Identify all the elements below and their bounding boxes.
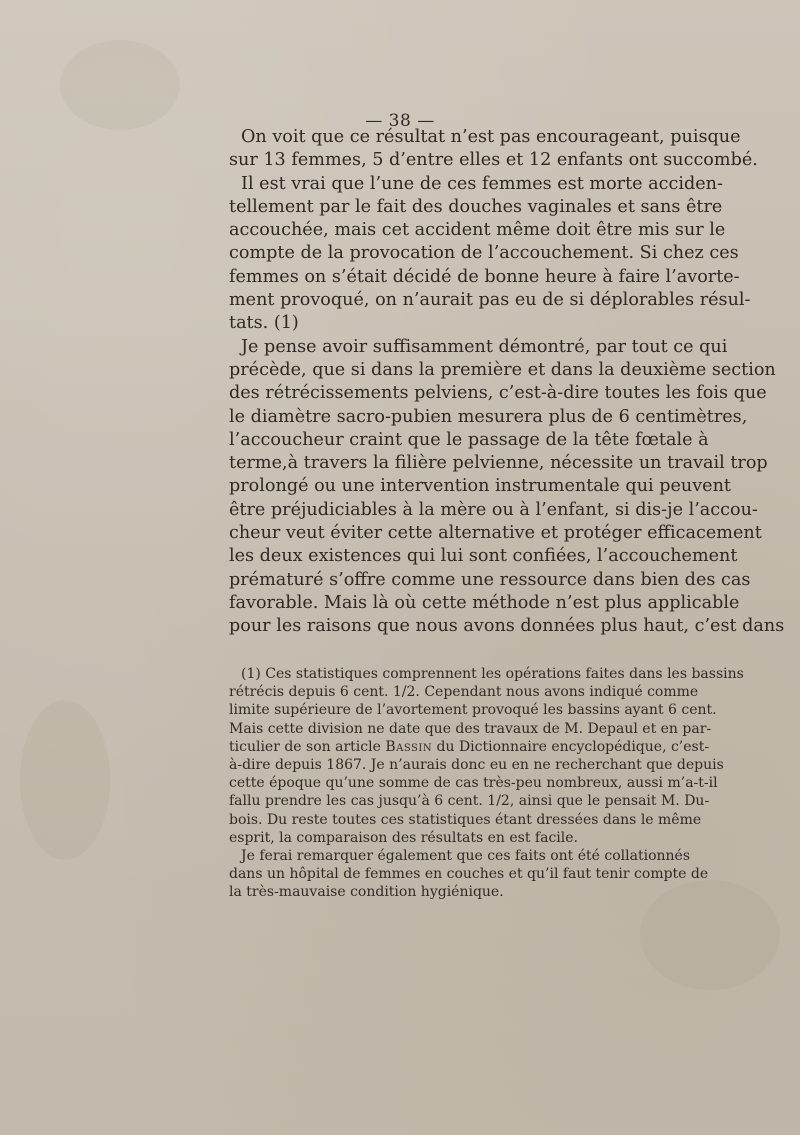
- footnote-text: ticulier de son article: [229, 738, 386, 755]
- text-line: femmes on s’était décidé de bonne heure à faire l’avorte-: [229, 266, 740, 287]
- footnote-line: fallu prendre les cas jusqu’à 6 cent. 1/2, ainsi que le pensait M. Du-: [229, 793, 710, 810]
- page-number: — 38 —: [365, 111, 435, 131]
- footnote-line: à-dire depuis 1867. Je n’aurais donc eu en ne recherchant que depuis: [229, 757, 724, 774]
- text-line: des rétrécissements pelviens, c’est-à-dire toutes les fois que: [229, 383, 767, 404]
- text-line: cheur veut éviter cette alternative et protéger efficacement: [229, 523, 762, 544]
- footnote-2: [229, 847, 709, 902]
- footnote-line: rétrécis depuis 6 cent. 1/2. Cependant nous avons indiqué comme: [229, 684, 699, 701]
- footnote-text: du Dictionnaire encyclopédique, c’est-: [432, 738, 710, 755]
- footnote-line: la très-mauvaise condition hygiénique.: [229, 884, 504, 901]
- text-line: précède, que si dans la première et dans la deuxième section: [229, 359, 776, 380]
- text-line: favorable. Mais là où cette méthode n’est plus applicable: [229, 592, 740, 613]
- text-line: Je pense avoir suffisamment démontré, par tout ce qui: [241, 336, 728, 357]
- text-line: ment provoqué, on n’aurait pas eu de si déplorables résul-: [229, 290, 751, 311]
- text-line: les deux existences qui lui sont confiées, l’accouchement: [229, 546, 738, 567]
- text-line: pour les raisons que nous avons données plus haut, c’est dans: [229, 616, 785, 637]
- main-text: [229, 126, 785, 639]
- paragraph-2: [229, 173, 751, 336]
- text-line: prolongé ou une intervention instrumentale qui peuvent: [229, 476, 731, 497]
- article-title: Bassin: [385, 738, 433, 755]
- footnote-line-with-smallcaps: [229, 738, 710, 756]
- footnote-line: limite supérieure de l’avortement provoqué les bassins ayant 6 cent.: [229, 702, 717, 719]
- text-line: être préjudiciables à la mère ou à l’enfant, si dis-je l’accou-: [229, 499, 758, 520]
- paragraph-1: [229, 126, 758, 173]
- text-line: On voit que ce résultat n’est pas encourageant, puisque: [241, 127, 741, 147]
- footnote-line: (1) Ces statistiques comprennent les opérations faites dans les bassins: [241, 666, 744, 682]
- footnote-1: [229, 665, 744, 847]
- footnote-line: bois. Du reste toutes ces statistiques étant dressées dans le même: [229, 811, 702, 828]
- footnote-line: dans un hôpital de femmes en couches et qu’il faut tenir compte de: [229, 866, 709, 883]
- paragraph-3: [229, 336, 785, 639]
- footnote-line: cette époque qu’une somme de cas très-peu nombreux, aussi m’a-t-il: [229, 775, 718, 792]
- text-line: tats. (1): [229, 313, 299, 334]
- paper-stain: [20, 700, 110, 860]
- footnote-line: Mais cette division ne date que des travaux de M. Depaul et en par-: [229, 720, 712, 737]
- text-line: accouchée, mais cet accident même doit être mis sur le: [229, 220, 726, 241]
- text-line: l’accoucheur craint que le passage de la tête fœtale à: [229, 429, 709, 450]
- text-line: sur 13 femmes, 5 d’entre elles et 12 enfants ont succombé.: [229, 150, 758, 171]
- text-line: prématuré s’offre comme une ressource dans bien des cas: [229, 569, 751, 590]
- footnote-line: Je ferai remarquer également que ces faits ont été collationnés: [241, 848, 691, 865]
- text-line: terme,à travers la filière pelvienne, nécessite un travail trop: [229, 453, 768, 474]
- text-line: compte de la provocation de l’accouchement. Si chez ces: [229, 243, 739, 264]
- footnote-line: esprit, la comparaison des résultats en est facile.: [229, 829, 578, 846]
- text-line: Il est vrai que l’une de ces femmes est morte acciden-: [241, 173, 723, 194]
- footnotes: [229, 665, 744, 902]
- text-line: tellement par le fait des douches vaginales et sans être: [229, 196, 723, 217]
- text-line: le diamètre sacro-pubien mesurera plus de 6 centimètres,: [229, 406, 748, 427]
